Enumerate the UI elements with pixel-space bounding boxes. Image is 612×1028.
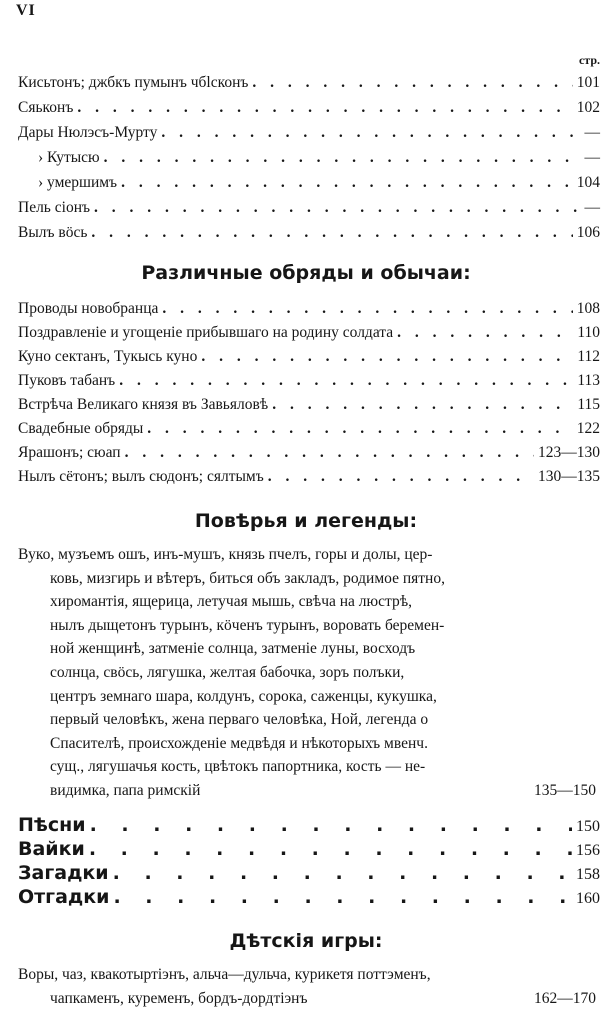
- toc-entry-page: —: [584, 149, 600, 166]
- toc-entry: [18, 348, 600, 370]
- toc-entry: [18, 224, 600, 246]
- toc-entry-page: 104: [576, 174, 600, 191]
- toc-entry-title: Поздравленiе и угощенiе прибывшаго на родину солдата: [18, 324, 394, 341]
- paragraph-line: Воры, чаз, квакотыртiэнъ, альча—дульча, курикетя поттэменъ,: [18, 966, 431, 983]
- toc-entry: [18, 300, 600, 322]
- toc-entry-page: —: [584, 124, 600, 141]
- toc-entry-page: 156: [576, 842, 600, 859]
- paragraph-line: ной женщинѣ, затменiе солнца, затменiе луны, восходъ: [50, 640, 416, 658]
- toc-entry-title: Пель сiонъ: [18, 199, 90, 216]
- toc-entry-page: 108: [576, 300, 600, 317]
- toc-entry-page: 106: [576, 224, 600, 241]
- paragraph-line: Спасителѣ, происхожденiе медвѣдя и нѣкоторыхъ мвенч.: [50, 734, 428, 752]
- paragraph-line: хиромантiя, ящерица, летучая мышь, свѣча на люстрѣ,: [50, 593, 413, 611]
- toc-entry-page: 102: [576, 99, 600, 116]
- toc-entry: [18, 324, 600, 346]
- toc-entry-title: Сяьконъ: [18, 99, 74, 116]
- toc-entry: [18, 124, 600, 146]
- toc-entry-title: Вылъ вöсь: [18, 224, 88, 241]
- paragraph-line: ковь, мизгирь и вѣтеръ, биться объ закладъ, родимое пятно,: [50, 569, 445, 587]
- toc-entry-page: —: [584, 199, 600, 216]
- toc-entry: [38, 174, 600, 196]
- toc-entry: [18, 396, 600, 418]
- paragraph-line: [18, 782, 596, 806]
- toc-entry-title: Свадебные обряды: [18, 420, 144, 437]
- paragraph-line: сущ., лягушачья кость, цвѣтокъ папортника, кость — не-: [50, 758, 426, 776]
- toc-entry: [18, 420, 600, 442]
- toc-entry-page: 115: [577, 396, 600, 413]
- toc-entry: [38, 149, 600, 171]
- toc-entry-page: 113: [577, 372, 600, 389]
- toc-entry: [18, 372, 600, 394]
- toc-entry-page: 122: [576, 420, 600, 437]
- toc-entry: [18, 199, 600, 221]
- toc-entry: [18, 838, 600, 860]
- paragraph-line: [18, 990, 596, 1014]
- page-number: VI: [16, 2, 36, 19]
- toc-entry-title: Вайки: [18, 838, 85, 860]
- toc-entry-page: 101: [576, 74, 600, 91]
- toc-entry: [18, 862, 600, 884]
- toc-entry-title: Проводы новобранца: [18, 300, 159, 317]
- toc-entry-title: Пѣсни: [18, 814, 86, 836]
- paragraph-line: солнца, свöсь, лягушка, желтая бабочка, зоръ полъки,: [50, 663, 405, 681]
- toc-entry-page: 150: [576, 818, 600, 835]
- toc-entry-page: 112: [577, 348, 600, 365]
- toc-entry-page: 123—130: [538, 444, 600, 461]
- toc-entry-page: 162—170: [534, 989, 596, 1007]
- toc-entry: [18, 886, 600, 908]
- toc-entry: [18, 468, 600, 490]
- toc-entry: [18, 99, 600, 121]
- section-heading: Дѣтскiя игры:: [229, 930, 383, 952]
- games-paragraph: [18, 966, 596, 1013]
- paragraph-last-text: видимка, папа римскiй: [50, 781, 201, 799]
- toc-entry-title: Загадки: [18, 862, 109, 884]
- toc-entry-title: Куно сектанъ, Тукысь куно: [18, 348, 198, 365]
- toc-entry-page: 130—135: [538, 468, 600, 485]
- toc-entry-title: Нылъ сётонъ; вылъ сюдонъ; сялтымъ: [18, 468, 264, 485]
- toc-entry-page: 110: [577, 324, 600, 341]
- page-column-header: стр.: [578, 53, 600, 67]
- toc-entry: [18, 74, 600, 96]
- toc-entry-page: 135—150: [534, 781, 596, 799]
- paragraph-line: Вуко, музъемъ ошъ, инъ-мушъ, князь пчелъ, горы и долы, цер-: [18, 546, 433, 563]
- toc-entry-title: Встрѣча Великаго князя въ Завьяловѣ: [18, 396, 269, 413]
- toc-entry-page: 158: [576, 866, 600, 883]
- toc-entry-title: Отгадки: [18, 886, 110, 908]
- toc-entry: [18, 814, 600, 836]
- toc-entry-title: Кисьтонъ; джбкъ пумынъ чбlсконъ: [18, 74, 249, 91]
- paragraph-last-text: чапкаменъ, куременъ, бордъ-дордтiэнъ: [50, 989, 308, 1007]
- toc-entry-page: 160: [576, 890, 600, 907]
- paragraph-line: центръ земнаго шара, колдунъ, сорока, саженцы, кукушка,: [50, 687, 437, 705]
- toc-entry: [18, 444, 600, 466]
- toc-entry-title: Ярашонъ; сюап: [18, 444, 121, 461]
- toc-entry-title: › Кутысю: [38, 149, 100, 166]
- paragraph-line: нылъ дыщетонъ турынъ, кöченъ турынъ, воровать беремен-: [50, 616, 445, 634]
- toc-entry-title: Дары Нюлэсъ-Мурту: [18, 124, 158, 141]
- section-heading: Повѣрья и легенды:: [194, 510, 418, 532]
- section-heading: Различные обряды и обычаи:: [141, 262, 471, 284]
- legends-paragraph: [18, 546, 596, 806]
- toc-entry-title: › умершимъ: [38, 174, 118, 191]
- toc-entry-title: Пуковъ табанъ: [18, 372, 116, 389]
- paragraph-line: первый человѣкъ, жена перваго человѣка, Ной, легенда о: [50, 711, 429, 729]
